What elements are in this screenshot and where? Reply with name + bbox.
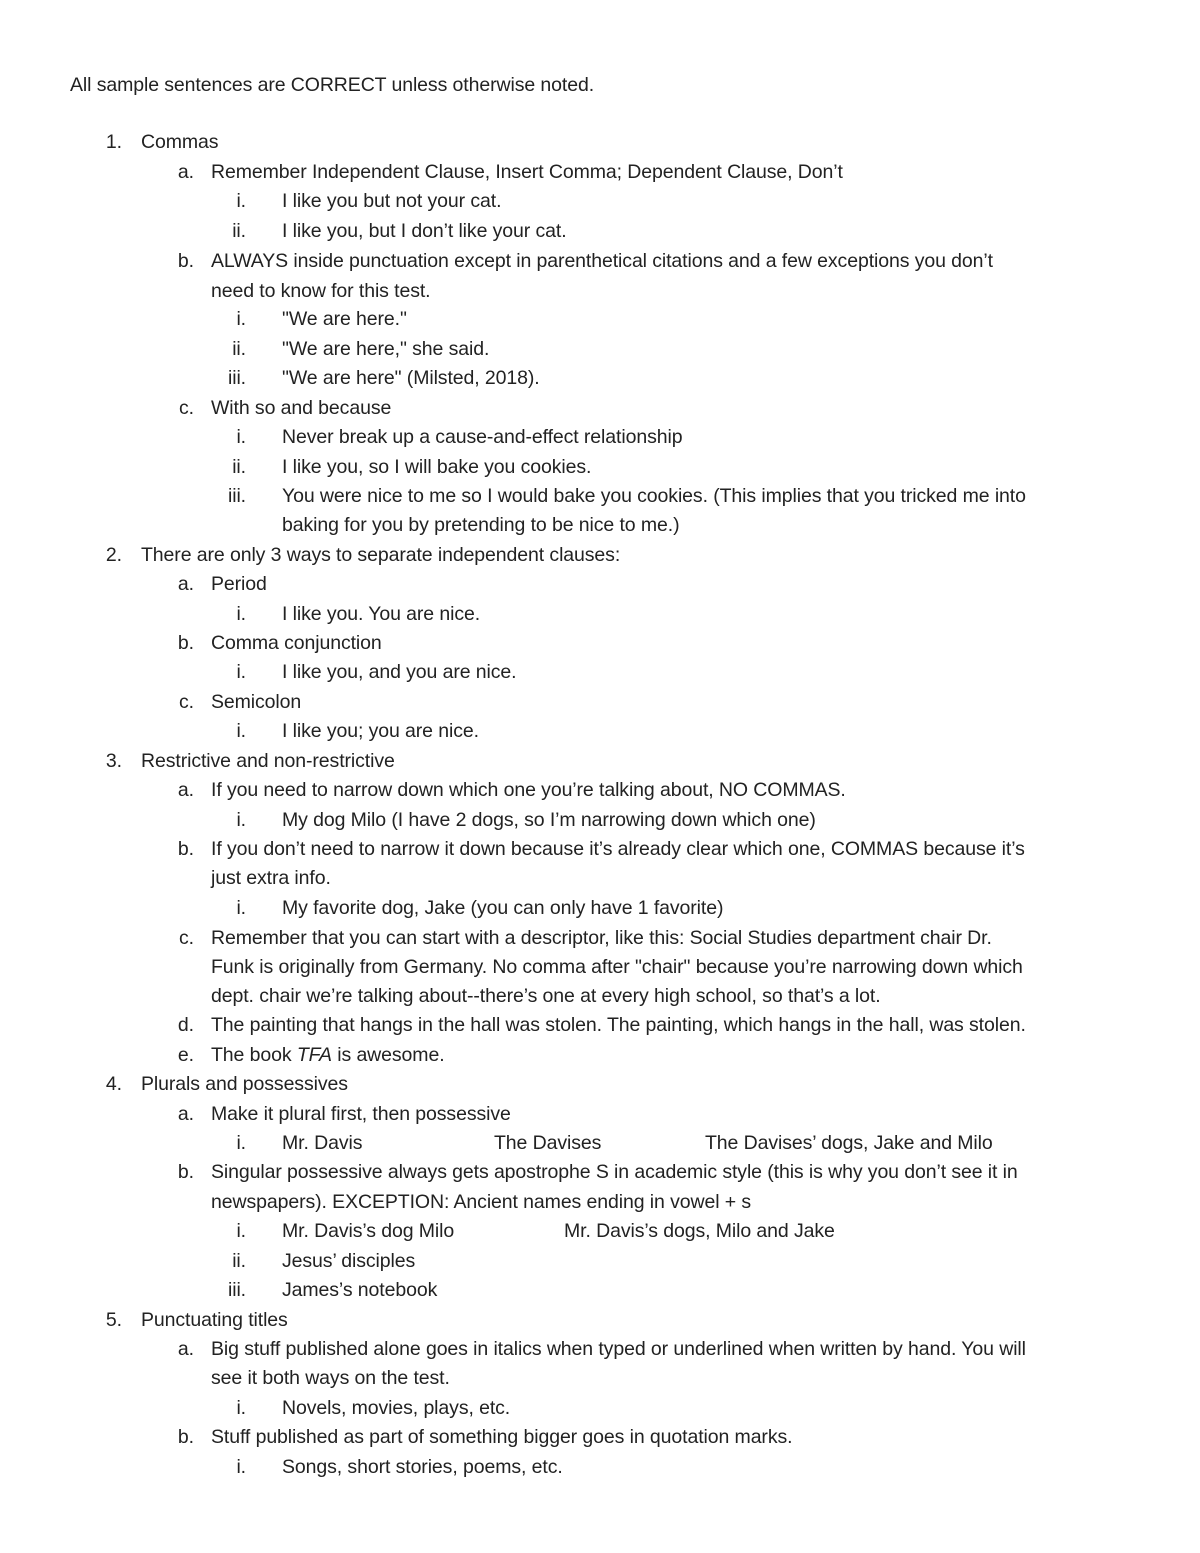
line-text: Remember Independent Clause, Insert Comma; Dependent Clause, Don’t xyxy=(211,161,843,183)
list-marker: i. xyxy=(236,1397,246,1419)
outline-line xyxy=(0,747,1200,775)
list-marker: ii. xyxy=(232,456,246,478)
line-text: Plurals and possessives xyxy=(141,1073,348,1095)
line-text: My favorite dog, Jake (you can only have 1 favorite) xyxy=(282,897,724,919)
outline-line xyxy=(0,1453,1200,1481)
outline-line xyxy=(0,953,1200,981)
outline-line xyxy=(0,158,1200,186)
outline-line xyxy=(0,1100,1200,1128)
line-text: I like you, and you are nice. xyxy=(282,661,517,683)
line-text: Commas xyxy=(141,131,219,153)
outline-line xyxy=(0,277,1200,305)
outline-line xyxy=(0,453,1200,481)
line-text: My dog Milo (I have 2 dogs, so I’m narrowing down which one) xyxy=(282,809,816,831)
line-text: Jesus’ disciples xyxy=(282,1250,416,1272)
outline-line xyxy=(0,629,1200,657)
text-segment: The book xyxy=(211,1044,297,1066)
list-marker: b. xyxy=(177,632,194,654)
line-text: dept. chair we’re talking about--there’s one at every high school, so that’s a lot. xyxy=(211,985,881,1007)
list-marker: i. xyxy=(236,661,246,683)
list-marker: b. xyxy=(177,250,194,272)
line-text: You were nice to me so I would bake you cookies. (This implies that you tricked me into xyxy=(282,485,1026,507)
list-marker: a. xyxy=(177,1103,194,1125)
outline-line xyxy=(0,982,1200,1010)
outline-line xyxy=(0,1129,1200,1157)
line-text: James’s notebook xyxy=(282,1279,438,1301)
list-marker: iii. xyxy=(227,367,246,389)
list-marker: 2. xyxy=(105,544,122,566)
intro-text: All sample sentences are CORRECT unless otherwise noted. xyxy=(70,74,595,96)
outline-line xyxy=(0,1217,1200,1245)
line-text: newspapers). EXCEPTION: Ancient names ending in vowel + s xyxy=(211,1191,752,1213)
outline-line xyxy=(0,1041,1200,1069)
outline-line xyxy=(0,600,1200,628)
list-marker: i. xyxy=(236,190,246,212)
list-marker: iii. xyxy=(227,485,246,507)
outline-line xyxy=(0,187,1200,215)
outline-line xyxy=(0,924,1200,952)
outline-line xyxy=(0,835,1200,863)
list-marker: 4. xyxy=(105,1073,122,1095)
list-marker: i. xyxy=(236,1220,246,1242)
table-cell: The Davises xyxy=(494,1132,602,1154)
list-marker: 3. xyxy=(105,750,122,772)
list-marker: a. xyxy=(177,779,194,801)
outline-line xyxy=(0,717,1200,745)
list-marker: i. xyxy=(236,1456,246,1478)
outline-line xyxy=(0,423,1200,451)
line-text: Big stuff published alone goes in italics when typed or underlined when written by hand. You will xyxy=(211,1338,1026,1360)
outline-line xyxy=(0,1423,1200,1451)
outline-line xyxy=(0,1070,1200,1098)
outline-line xyxy=(0,1247,1200,1275)
list-marker: i. xyxy=(236,308,246,330)
list-marker: 1. xyxy=(105,131,122,153)
list-marker: d. xyxy=(177,1014,194,1036)
line-text: Period xyxy=(211,573,267,595)
outline-line xyxy=(0,1335,1200,1363)
outline-line xyxy=(0,541,1200,569)
line-text: Restrictive and non-restrictive xyxy=(141,750,395,772)
line-text: Punctuating titles xyxy=(141,1309,288,1331)
outline-line xyxy=(0,570,1200,598)
table-cell: The Davises’ dogs, Jake and Milo xyxy=(705,1132,993,1154)
line-text: ALWAYS inside punctuation except in parenthetical citations and a few exceptions you don’t xyxy=(211,250,993,272)
line-text: just extra info. xyxy=(211,867,331,889)
list-marker: a. xyxy=(177,1338,194,1360)
list-marker: b. xyxy=(177,1161,194,1183)
line-text xyxy=(211,1041,445,1069)
outline-line xyxy=(0,364,1200,392)
line-text: Semicolon xyxy=(211,691,302,713)
line-text: Make it plural first, then possessive xyxy=(211,1103,511,1125)
line-text: Singular possessive always gets apostrophe S in academic style (this is why you don’t see it in xyxy=(211,1161,1018,1183)
line-text: "We are here," she said. xyxy=(282,338,490,360)
outline-line xyxy=(0,894,1200,922)
list-marker: e. xyxy=(177,1044,194,1066)
outline-line xyxy=(0,394,1200,422)
line-text: Novels, movies, plays, etc. xyxy=(282,1397,511,1419)
line-text: I like you, but I don’t like your cat. xyxy=(282,220,567,242)
outline-line xyxy=(0,658,1200,686)
line-text: Comma conjunction xyxy=(211,632,382,654)
table-cell: Mr. Davis xyxy=(282,1132,363,1154)
line-text: Remember that you can start with a descriptor, like this: Social Studies department chair Dr. xyxy=(211,927,992,949)
outline-line xyxy=(0,1394,1200,1422)
line-text: If you need to narrow down which one you’re talking about, NO COMMAS. xyxy=(211,779,846,801)
list-marker: i. xyxy=(236,809,246,831)
line-text: Funk is originally from Germany. No comma after "chair" because you’re narrowing down which xyxy=(211,956,1023,978)
list-marker: c. xyxy=(179,927,194,949)
list-marker: ii. xyxy=(232,338,246,360)
list-marker: ii. xyxy=(232,1250,246,1272)
outline-line xyxy=(0,776,1200,804)
outline-line xyxy=(0,247,1200,275)
intro-line xyxy=(0,71,1200,99)
line-text: I like you. You are nice. xyxy=(282,603,481,625)
outline-line xyxy=(0,1364,1200,1392)
line-text: I like you; you are nice. xyxy=(282,720,479,742)
list-marker: a. xyxy=(177,161,194,183)
outline-line xyxy=(0,128,1200,156)
list-marker: i. xyxy=(236,720,246,742)
list-marker: i. xyxy=(236,603,246,625)
list-marker: b. xyxy=(177,838,194,860)
line-text: I like you, so I will bake you cookies. xyxy=(282,456,592,478)
outline-line xyxy=(0,806,1200,834)
outline-line xyxy=(0,511,1200,539)
outline-line xyxy=(0,1276,1200,1304)
list-marker: c. xyxy=(179,691,194,713)
line-text: The painting that hangs in the hall was stolen. The painting, which hangs in the hall, was stolen. xyxy=(211,1014,1026,1036)
list-marker: a. xyxy=(177,573,194,595)
line-text: see it both ways on the test. xyxy=(211,1367,450,1389)
line-text: Never break up a cause-and-effect relationship xyxy=(282,426,683,448)
list-marker: b. xyxy=(177,1426,194,1448)
table-cell: Mr. Davis’s dogs, Milo and Jake xyxy=(564,1220,835,1242)
outline-line xyxy=(0,1158,1200,1186)
list-marker: 5. xyxy=(105,1309,122,1331)
outline-line xyxy=(0,482,1200,510)
line-text: need to know for this test. xyxy=(211,280,431,302)
line-text: Stuff published as part of something bigger goes in quotation marks. xyxy=(211,1426,793,1448)
line-text: "We are here" (Milsted, 2018). xyxy=(282,367,540,389)
line-text: If you don’t need to narrow it down because it’s already clear which one, COMMAS because it’s xyxy=(211,838,1025,860)
line-text: With so and because xyxy=(211,397,392,419)
list-marker: iii. xyxy=(227,1279,246,1301)
outline-line xyxy=(0,305,1200,333)
list-marker: ii. xyxy=(232,220,246,242)
line-text: Songs, short stories, poems, etc. xyxy=(282,1456,563,1478)
table-cell: Mr. Davis’s dog Milo xyxy=(282,1220,455,1242)
outline-line xyxy=(0,1188,1200,1216)
outline-line xyxy=(0,217,1200,245)
list-marker: i. xyxy=(236,426,246,448)
outline-line xyxy=(0,688,1200,716)
outline-line xyxy=(0,335,1200,363)
list-marker: i. xyxy=(236,897,246,919)
italic-title: TFA xyxy=(296,1044,332,1066)
outline-line xyxy=(0,1011,1200,1039)
line-text: "We are here." xyxy=(282,308,407,330)
outline-line xyxy=(0,864,1200,892)
line-text: I like you but not your cat. xyxy=(282,190,502,212)
text-segment: is awesome. xyxy=(331,1044,445,1066)
outline-line xyxy=(0,1306,1200,1334)
line-text: There are only 3 ways to separate independent clauses: xyxy=(141,544,621,566)
line-text: baking for you by pretending to be nice to me.) xyxy=(282,514,680,536)
list-marker: c. xyxy=(179,397,194,419)
list-marker: i. xyxy=(236,1132,246,1154)
